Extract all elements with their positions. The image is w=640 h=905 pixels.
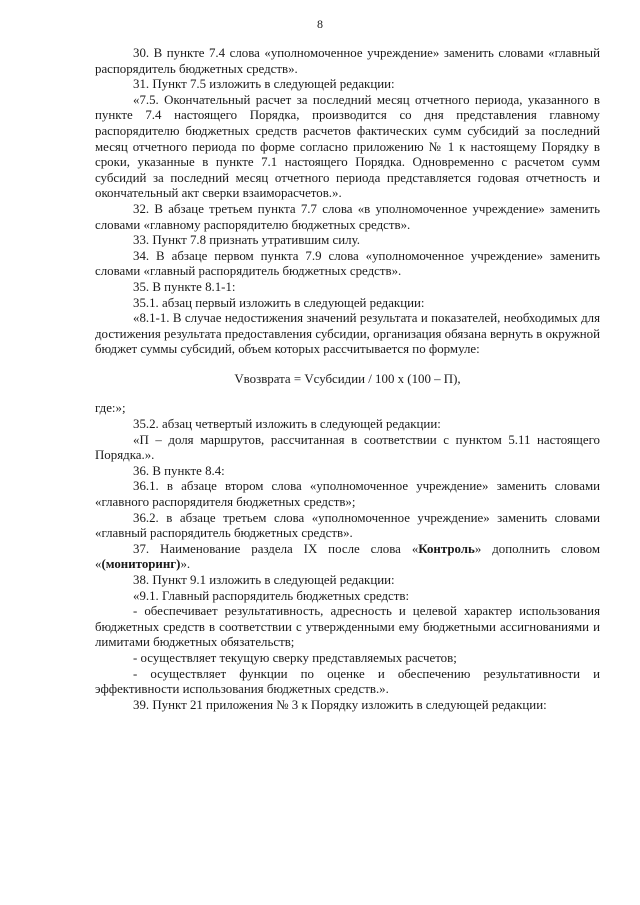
paragraph-35-1-quote: «8.1-1. В случае недостижения значений результата и показателей, необходимых для достижения результата предоставления субсидии, организация обязана вернуть в окружной бюджет суммы субсидий, объем которых рассчитывается по формуле: [95, 311, 600, 357]
paragraph-37-bold-control: Контроль [418, 541, 475, 556]
paragraph-38-item-3: - осуществляет функции по оценке и обеспечению результативности и эффективности использования бюджетных средств.». [95, 666, 600, 697]
paragraph-38-quote: «9.1. Главный распорядитель бюджетных средств: [133, 588, 410, 603]
paragraph-37 [95, 542, 600, 573]
paragraph-34: 34. В абзаце первом пункта 7.9 слова «уполномоченное учреждение» заменить словами «главный распорядитель бюджетных средств». [95, 248, 600, 279]
paragraph-35-2: 35.2. абзац четвертый изложить в следующей редакции: [133, 417, 441, 432]
paragraph-33: 33. Пункт 7.8 признать утратившим силу. [133, 233, 360, 248]
paragraph-38: 38. Пункт 9.1 изложить в следующей редакции: [133, 573, 395, 587]
paragraph-32: 32. В абзаце третьем пункта 7.7 слова «в уполномоченное учреждение» заменить словами «главному распорядителю бюджетных средств». [95, 201, 600, 232]
paragraph-36: 36. В пункте 8.4: [133, 463, 225, 478]
paragraph-35-1: 35.1. абзац первый изложить в следующей редакции: [133, 295, 425, 310]
formula: Vвозврата = Vсубсидии / 100 x (100 – П), [234, 371, 461, 386]
paragraph-36-2: 36.2. в абзаце третьем слова «уполномоченное учреждение» заменить словами «главный распорядитель бюджетных средств». [95, 510, 600, 541]
paragraph-31: 31. Пункт 7.5 изложить в следующей редакции: [133, 77, 395, 92]
paragraph-37-before: 37. Наименование раздела IX после слова « [133, 541, 419, 556]
paragraph-37-after: ». [180, 557, 191, 572]
paragraph-37-bold-monitoring: (мониторинг) [101, 557, 181, 572]
paragraph-37-middle: » дополнить словом « [95, 541, 600, 572]
paragraph-38-item-1: - обеспечивает результативность, адресность и целевой характер использования бюджетных средств в соответствии с утвержденными ему бюджетными ассигнованиями и лимитами бюджетных обязательств; [95, 604, 600, 650]
paragraph-35: 35. В пункте 8.1-1: [133, 279, 236, 294]
page-number: 8 [317, 17, 323, 31]
paragraph-30: 30. В пункте 7.4 слова «уполномоченное учреждение» заменить словами «главный распорядитель бюджетных средств». [95, 46, 600, 76]
paragraph-39: 39. Пункт 21 приложения № 3 к Порядку изложить в следующей редакции: [133, 697, 547, 712]
document-body [95, 46, 600, 713]
paragraph-36-1: 36.1. в абзаце втором слова «уполномоченное учреждение» заменить словами «главного распорядителя бюджетных средств»; [95, 479, 600, 510]
paragraph-38-item-2: - осуществляет текущую сверку представляемых расчетов; [133, 650, 457, 665]
paragraph-31-quote: «7.5. Окончательный расчет за последний месяц отчетного периода, указанного в пункте 7.4 настоящего Порядка, производится со дня представления главному распорядителю бюджетных средств расчетов фактических сумм субсидий за последний месяц отчетного периода по форме согласно приложению № 1 к настоящему Порядку в сроки, указанные в пункте 7.1 настоящего Порядка. Одновременно с расчетом сумм субсидий за последний месяц отчетного периода представляется годовая отчетность и окончательный акт сверки взаиморасчетов.». [95, 92, 600, 201]
paragraph-35-2-quote: «П – доля маршрутов, рассчитанная в соответствии с пунктом 5.11 настоящего Порядка.». [95, 432, 600, 463]
paragraph-gde: где:»; [95, 401, 126, 416]
